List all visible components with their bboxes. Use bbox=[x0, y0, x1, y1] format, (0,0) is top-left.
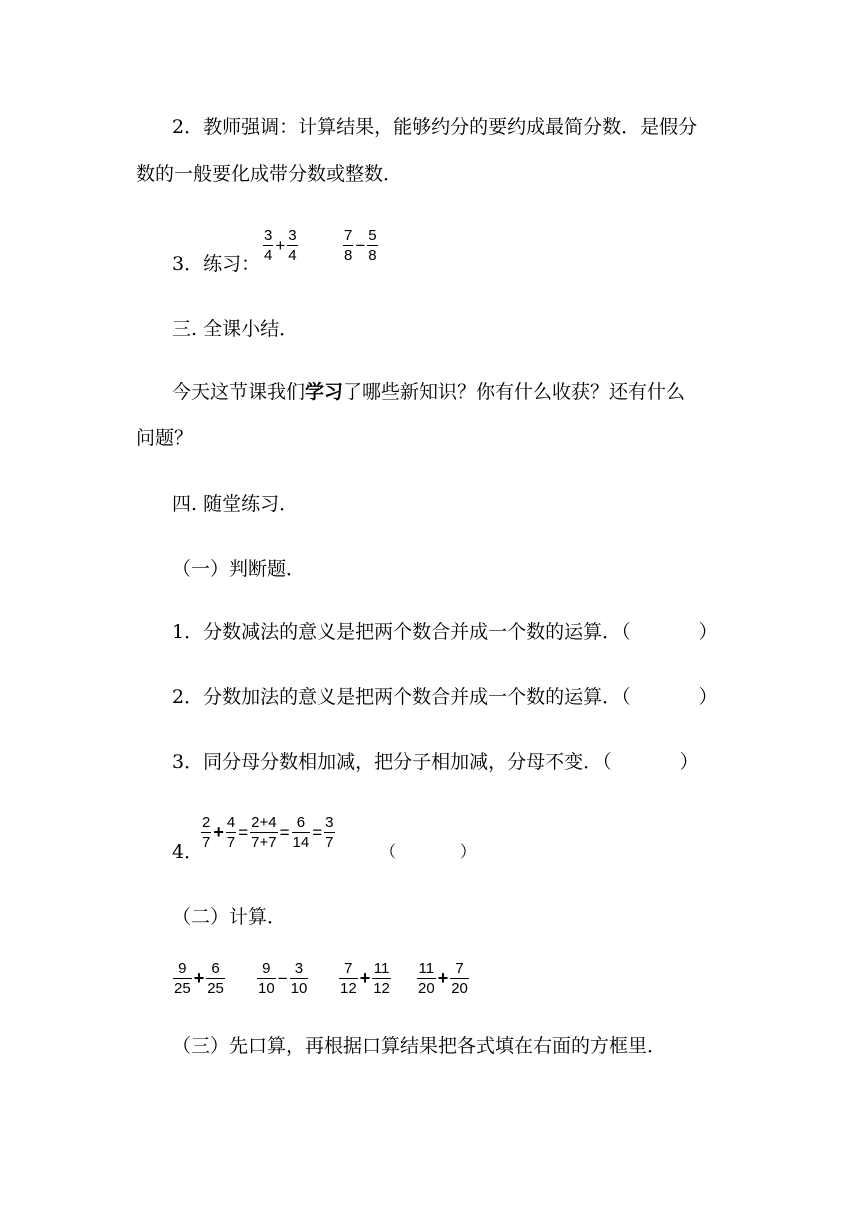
operator: + bbox=[213, 822, 224, 842]
fraction: $\frac{9}{10}$ bbox=[258, 960, 275, 997]
fraction: $\frac{3}{10}$ bbox=[290, 960, 308, 997]
fraction: $\frac{3}{4}$ bbox=[264, 227, 273, 264]
operator: + bbox=[359, 968, 371, 988]
operator: + bbox=[275, 235, 286, 255]
fraction: $\frac{6}{25}$ bbox=[207, 960, 224, 997]
para-teacher-emphasis-line1: 2．教师强调：计算结果，能够约分的要约成最简分数．是假分 bbox=[172, 116, 698, 138]
calc-expression-2 bbox=[256, 960, 309, 997]
judge-item-3: 3．同分母分数相加减，把分子相加减，分母不变．（ ） bbox=[172, 751, 699, 773]
summary-question-line2: 问题？ bbox=[136, 427, 194, 449]
judge-item-1: 1．分数减法的意义是把两个数合并成一个数的运算．（ ） bbox=[172, 621, 718, 643]
operator: − bbox=[355, 235, 366, 255]
fraction: $\frac{6}{14}$ bbox=[292, 814, 310, 851]
fraction: $\frac{3}{4}$ bbox=[288, 227, 297, 264]
fraction: $\frac{4}{7}$ bbox=[226, 814, 236, 851]
practice-label: 3．练习： bbox=[172, 253, 261, 275]
practice-expression-a bbox=[262, 227, 299, 264]
para-teacher-emphasis-line2: 数的一般要化成带分数或整数． bbox=[136, 163, 403, 185]
section-summary-heading: 三. 全课小结． bbox=[172, 318, 299, 340]
subsection-calculation: （二）计算． bbox=[172, 906, 287, 928]
calc-expression-1 bbox=[172, 960, 226, 997]
subsection-mental-math: （三）先口算，再根据口算结果把各式填在右面的方框里． bbox=[172, 1035, 667, 1057]
judge-item-4-answer-blank: （ ） bbox=[380, 842, 477, 861]
fraction: $\frac{2+4}{7+7}$ bbox=[251, 814, 277, 851]
section-practice-heading: 四. 随堂练习． bbox=[172, 493, 299, 515]
fraction: $\frac{11}{20}$ bbox=[418, 960, 435, 997]
judge-item-4-expression bbox=[200, 814, 336, 851]
fraction: $\frac{2}{7}$ bbox=[202, 814, 211, 851]
fraction: $\frac{11}{12}$ bbox=[373, 960, 390, 997]
practice-expression-b bbox=[342, 227, 379, 264]
operator: − bbox=[277, 968, 288, 988]
fraction: $\frac{7}{8}$ bbox=[344, 227, 353, 264]
operator: + bbox=[437, 968, 449, 988]
judge-item-4-number: 4． bbox=[172, 841, 204, 863]
equals-sign: = bbox=[238, 822, 249, 842]
subsection-true-false: （一）判断题． bbox=[172, 558, 306, 580]
calc-expression-4 bbox=[416, 960, 470, 997]
fraction: $\frac{9}{25}$ bbox=[174, 960, 191, 997]
summary-question-line1: 今天这节课我们学习了哪些新知识？你有什么收获？还有什么 bbox=[172, 381, 686, 403]
fraction: $\frac{7}{20}$ bbox=[451, 960, 468, 997]
fraction: $\frac{3}{7}$ bbox=[325, 814, 334, 851]
equals-sign: = bbox=[312, 822, 323, 842]
fraction: $\frac{7}{12}$ bbox=[340, 960, 357, 997]
calc-expression-3 bbox=[338, 960, 392, 997]
fraction: $\frac{5}{8}$ bbox=[368, 227, 377, 264]
judge-item-2: 2．分数加法的意义是把两个数合并成一个数的运算．（ ） bbox=[172, 686, 718, 708]
operator: + bbox=[193, 968, 205, 988]
equals-sign: = bbox=[279, 822, 290, 842]
